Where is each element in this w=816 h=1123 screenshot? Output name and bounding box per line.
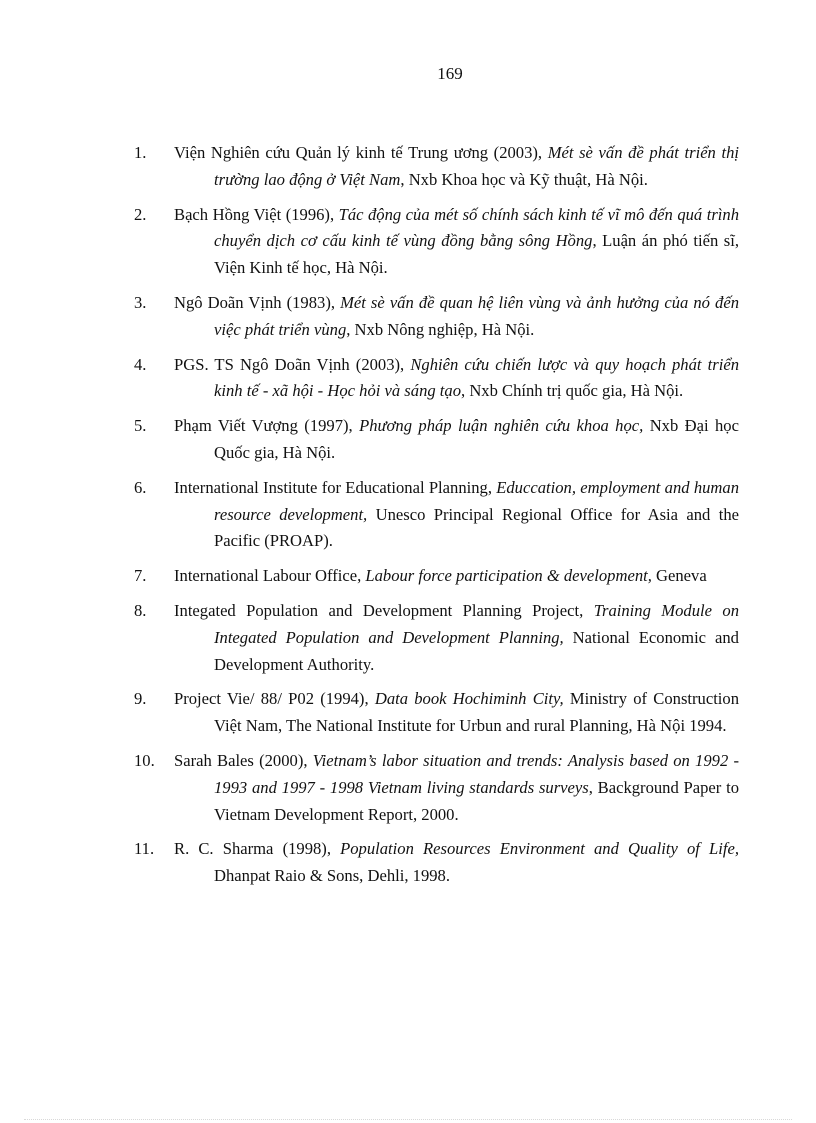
reference-text: [174, 836, 739, 890]
reference-author: International Labour Office,: [174, 566, 366, 586]
reference-item: [134, 836, 739, 890]
reference-publisher: , Nxb Khoa học và Kỹ thuật, Hà Nội.: [400, 169, 648, 189]
reference-number: 1.: [134, 143, 147, 162]
reference-title: Mét sè vấn đề phát triển thị trường lao động ở Việt Nam: [214, 143, 739, 189]
reference-title: Training Module on Integated Population and Development Planning,: [214, 600, 739, 647]
reference-item: [134, 140, 739, 194]
reference-publisher: , Nxb Nông nghiệp, Hà Nội.: [346, 319, 535, 339]
reference-number: 4.: [134, 354, 147, 374]
reference-author: Ngô Doãn Vịnh (1983),: [174, 292, 341, 312]
reference-text: [174, 563, 739, 590]
reference-publisher: Geneva: [651, 566, 707, 586]
reference-number: 5.: [134, 416, 147, 436]
reference-number: 9.: [134, 689, 147, 709]
reference-author: Project Vie/ 88/ P02 (1994),: [174, 689, 375, 709]
reference-author: International Institute for Educational Planning,: [174, 477, 497, 497]
reference-item: [134, 202, 739, 282]
reference-number: 11.: [134, 839, 155, 859]
reference-publisher: Nxb Đại học Quốc gia, Hà Nội.: [214, 416, 739, 462]
reference-item: [134, 563, 739, 590]
reference-text: [174, 413, 739, 467]
reference-title: Mét sè vấn đề quan hệ liên vùng và ảnh hưởng của nó đến việc phát triển vùng: [214, 292, 739, 339]
reference-text: [174, 290, 739, 344]
reference-publisher: Ministry of Construction Việt Nam, The National Institute for Urbun and rural Planning, Hà Nội 1994.: [214, 689, 740, 736]
reference-item: [134, 748, 739, 828]
reference-text: [174, 598, 739, 678]
reference-title: Data book Hochiminh City,: [374, 689, 564, 709]
reference-text: [174, 352, 739, 406]
page-bottom-divider: [24, 1119, 792, 1120]
reference-text: [174, 748, 739, 828]
reference-item: [134, 290, 739, 344]
reference-title: Tác động của mét số chính sách kinh tế vĩ mô đến quá trình chuyển dịch cơ cấu kinh tế vùng đồng bằng sông Hồng: [214, 204, 739, 251]
reference-text: [174, 202, 739, 282]
reference-item: [134, 686, 739, 740]
reference-author: PGS. TS Ngô Doãn Vịnh (2003),: [174, 354, 411, 374]
reference-author: Bạch Hồng Việt (1996),: [174, 204, 339, 224]
reference-number: 7.: [134, 566, 147, 586]
reference-number: 6.: [134, 477, 147, 497]
reference-title: Nghiên cứu chiến lược và quy hoạch phát triển kinh tế - xã hội - Học hỏi và sáng tạo: [214, 354, 739, 401]
reference-text: [174, 686, 739, 740]
reference-number: 8.: [134, 600, 147, 620]
reference-author: Phạm Viết Vượng (1997),: [174, 416, 360, 436]
reference-title: Population Resources Environment and Quality of Life,: [340, 839, 739, 859]
reference-title: Phương pháp luận nghiên cứu khoa học,: [359, 416, 644, 436]
reference-publisher: Unesco Principal Regional Office for Asia and the Pacific (PROAP).: [214, 504, 739, 551]
reference-author: Sarah Bales (2000),: [174, 750, 313, 770]
reference-text: [174, 140, 739, 194]
reference-author: Viện Nghiên cứu Quản lý kinh tế Trung ương (2003),: [174, 143, 548, 162]
reference-item: [134, 598, 739, 678]
reference-publisher: , Background Paper to Vietnam Development Report, 2000.: [214, 777, 740, 824]
reference-publisher: , Nxb Chính trị quốc gia, Hà Nội.: [461, 381, 684, 401]
reference-item: [134, 352, 739, 406]
reference-item: [134, 413, 739, 467]
page-number: 169: [437, 64, 463, 83]
reference-publisher: Dhanpat Raio & Sons, Dehli, 1998.: [214, 866, 450, 886]
reference-text: [174, 475, 739, 555]
reference-title: Educcation, employment and human resource development,: [214, 477, 740, 524]
reference-publisher: National Economic and Development Authority.: [214, 627, 739, 674]
reference-publisher: , Luận án phó tiến sĩ, Viện Kinh tế học, Hà Nội.: [214, 231, 740, 278]
reference-number: 2.: [134, 204, 147, 224]
reference-number: 10.: [134, 750, 155, 770]
reference-author: Integated Population and Development Planning Project,: [174, 600, 594, 620]
reference-list: [134, 140, 739, 898]
reference-title: Vietnam’s labor situation and trends: Analysis based on 1992 - 1993 and 1997 - 1998 Vietnam living standards surveys: [214, 750, 740, 797]
reference-number: 3.: [134, 292, 147, 312]
reference-author: R. C. Sharma (1998),: [174, 839, 341, 859]
reference-title: Labour force participation & development,: [365, 566, 652, 586]
reference-item: [134, 475, 739, 555]
